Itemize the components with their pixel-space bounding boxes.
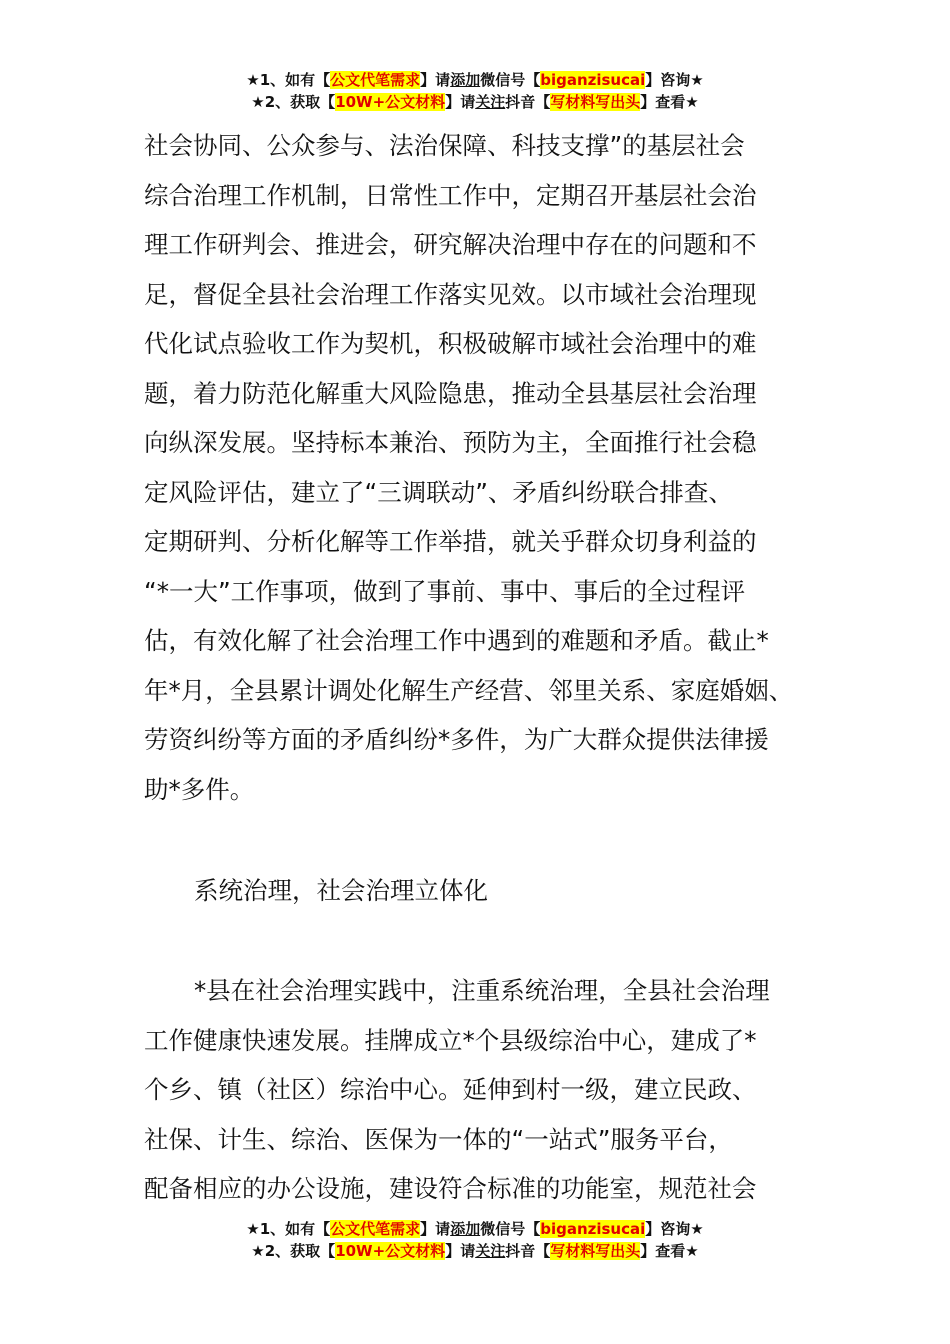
text-line: 理工作研判会、推进会，研究解决治理中存在的问题和不 [144,230,757,259]
wechat-id-highlight: biganzisucai [540,71,646,89]
paragraph-1 [144,121,814,814]
text-line: 社保、计生、综治、医保为一体的“一站式”服务平台， [144,1124,733,1154]
header-banner [0,69,950,113]
text-line: 年*月，全县累计调处化解生产经营、邻里关系、家庭婚姻、 [144,675,794,705]
text-line: 劳资纠纷等方面的矛盾纠纷*多件，为广大群众提供法律援 [144,725,769,754]
section-heading: 系统治理，社会治理立体化 [194,876,488,905]
text-line: 定期研判、分析化解等工作举措，就关乎群众切身利益的 [144,527,757,556]
text-line: 向纵深发展。坚持标本兼治、预防为主，全面推行社会稳 [144,428,757,457]
text-line: 估，有效化解了社会治理工作中遇到的难题和矛盾。截止* [144,626,769,655]
text-line: 题，着力防范化解重大风险隐患，推动全县基层社会治理 [144,378,757,408]
footer-line-2: ★2、获取【10W+公文材料】请关注抖音【写材料写出头】查看★ [251,1242,699,1260]
text-line: “*一大”工作事项，做到了事前、事中、事后的全过程评 [144,576,746,606]
text-line: 个乡、镇（社区）综治中心。延伸到村一级，建立民政、 [144,1075,757,1104]
text-line: 配备相应的办公设施，建设符合标准的功能室，规范社会 [144,1174,757,1203]
text-line: 足，督促全县社会治理工作落实见效。以市域社会治理现 [144,279,757,309]
footer-banner [0,1218,950,1262]
wechat-id-highlight: biganzisucai [540,1220,646,1238]
materials-highlight: 10W+公文材料 [335,93,446,111]
text-line: 工作健康快速发展。挂牌成立*个县级综治中心，建成了* [144,1025,757,1055]
header-line-1: ★1、如有【公文代笔需求】请添加微信号【biganzisucai】咨询★ [246,71,704,89]
paragraph-2 [144,966,770,1214]
footer-line-1: ★1、如有【公文代笔需求】请添加微信号【biganzisucai】咨询★ [246,1220,704,1238]
service-highlight: 公文代笔需求 [330,1220,421,1238]
text-line: 社会协同、公众参与、法治保障、科技支撑”的基层社会 [144,131,745,160]
header-line-2: ★2、获取【10W+公文材料】请关注抖音【写材料写出头】查看★ [251,93,699,111]
text-line: 助*多件。 [144,774,255,804]
text-line: 综合治理工作机制，日常性工作中，定期召开基层社会治 [144,180,757,210]
douyin-id-highlight: 写材料写出头 [550,1242,641,1260]
service-highlight: 公文代笔需求 [330,71,421,89]
douyin-id-highlight: 写材料写出头 [550,93,641,111]
text-line: *县在社会治理实践中，注重系统治理，全县社会治理 [194,976,770,1005]
text-line: 定风险评估，建立了“三调联动”、矛盾纠纷联合排查、 [144,477,733,507]
materials-highlight: 10W+公文材料 [335,1242,446,1260]
text-line: 代化试点验收工作为契机，积极破解市域社会治理中的难 [144,329,757,358]
